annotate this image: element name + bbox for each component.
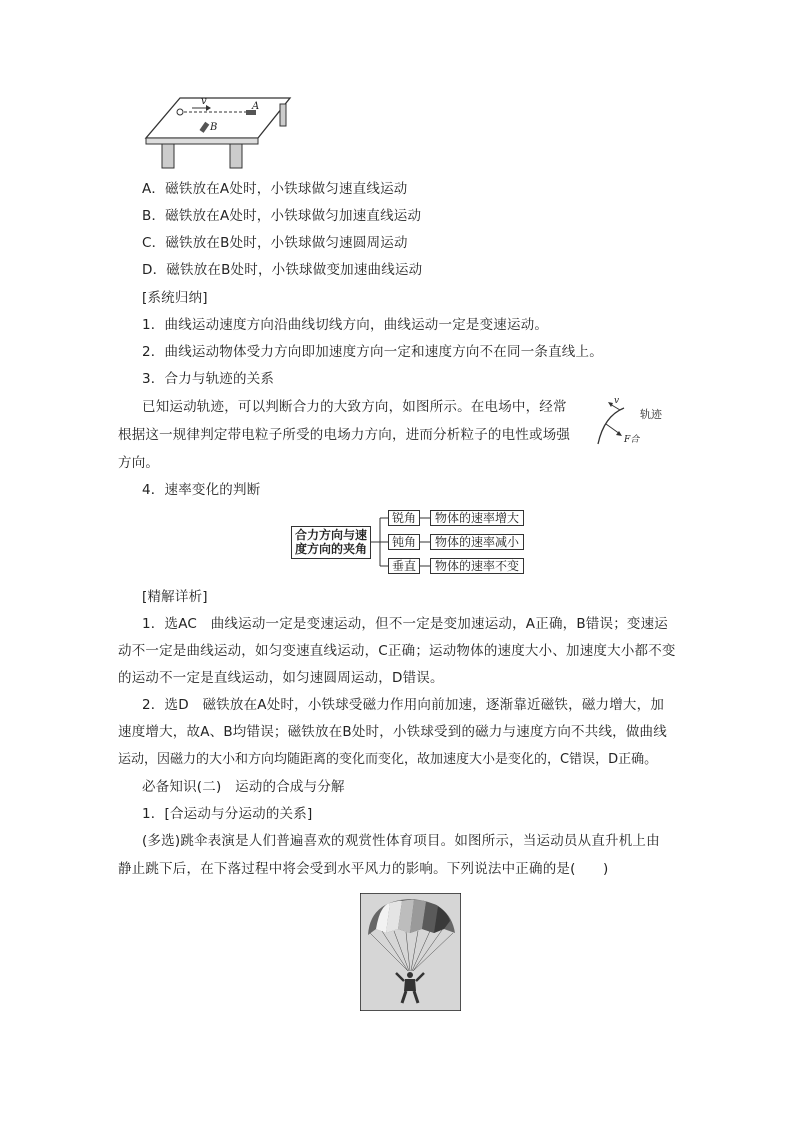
analysis-2-line-1: 2．选D 磁铁放在A处时，小铁球受磁力作用向前加速，逐渐靠近磁铁，磁力增大，加 [142,697,665,713]
point-b-label: B [210,122,218,133]
option-c: C．磁铁放在B处时，小铁球做匀速圆周运动 [142,235,408,251]
force-label: F合 [624,435,640,445]
summary-point-3-text-2: 根据这一规律判定带电粒子所受的电场力方向，进而分析粒子的电性或场强 [118,427,571,443]
option-d: D．磁铁放在B处时，小铁球做变加速曲线运动 [142,262,423,278]
summary-point-3-text-3: 方向。 [118,455,160,471]
diagram-angle-right: 垂直 [388,558,420,574]
diagram-result-increase: 物体的速率增大 [430,510,524,526]
analysis-2-line-2: 速度增大，故A、B均错误；磁铁放在B处时，小铁球受到的磁力与速度方向不共线，做曲线 [118,724,667,740]
table-figure [140,92,300,172]
diagram-angle-acute: 锐角 [388,510,420,526]
diagram-result-decrease: 物体的速率减小 [430,534,524,550]
section-title: 必备知识(二) 运动的合成与分解 [142,779,345,795]
trajectory-velocity-label: v [614,396,620,406]
summary-point-3: 3．合力与轨迹的关系 [142,371,275,387]
diagram-angle-obtuse: 钝角 [388,534,420,550]
summary-point-1: 1．曲线运动速度方向沿曲线切线方向，曲线运动一定是变速运动。 [142,317,549,333]
summary-heading: [系统归纳] [142,290,208,306]
option-b: B．磁铁放在A处时，小铁球做匀加速直线运动 [142,208,422,224]
analysis-2-line-3: 运动，因磁力的大小和方向均随距离的变化而变化，故加速度大小是变化的，C错误，D正确。 [118,752,658,767]
summary-point-4: 4．速率变化的判断 [142,482,261,498]
diagram-root [291,526,371,559]
point-a-label: A [252,101,260,112]
analysis-heading: [精解详析] [142,589,208,605]
summary-point-2: 2．曲线运动物体受力方向即加速度方向一定和速度方向不在同一条直线上。 [142,344,603,360]
velocity-label: v [201,96,207,107]
analysis-1-line-1: 1．选AC 曲线运动一定是变速运动，但不一定是变加速运动，A正确，B错误；变速运 [142,616,669,632]
analysis-1-line-3: 的运动不一定是直线运动，如匀速圆周运动，D错误。 [118,670,444,686]
diagram-result-constant: 物体的速率不变 [430,558,524,574]
question-line-2: 静止跳下后，在下落过程中将会受到水平风力的影响。下列说法中正确的是( ) [118,861,609,877]
trajectory-label: 轨迹 [640,408,662,421]
diagram-root-line-1: 合力方向与速 [294,528,367,542]
question-line-1: (多选)跳伞表演是人们普遍喜欢的观赏性体育项目。如图所示，当运动员从直升机上由 [142,833,660,849]
parachute-image [360,893,461,1011]
analysis-1-line-2: 动不一定是曲线运动，如匀变速直线运动，C正确；运动物体的速度大小、加速度大小都不变 [118,643,676,659]
section-item-1: 1．[合运动与分运动的关系] [142,806,313,822]
summary-point-3-text-1: 已知运动轨迹，可以判断合力的大致方向，如图所示。在电场中，经常 [142,399,567,415]
diagram-root-line-2: 度方向的夹角 [294,542,367,556]
option-a: A．磁铁放在A处时，小铁球做匀速直线运动 [142,181,408,197]
